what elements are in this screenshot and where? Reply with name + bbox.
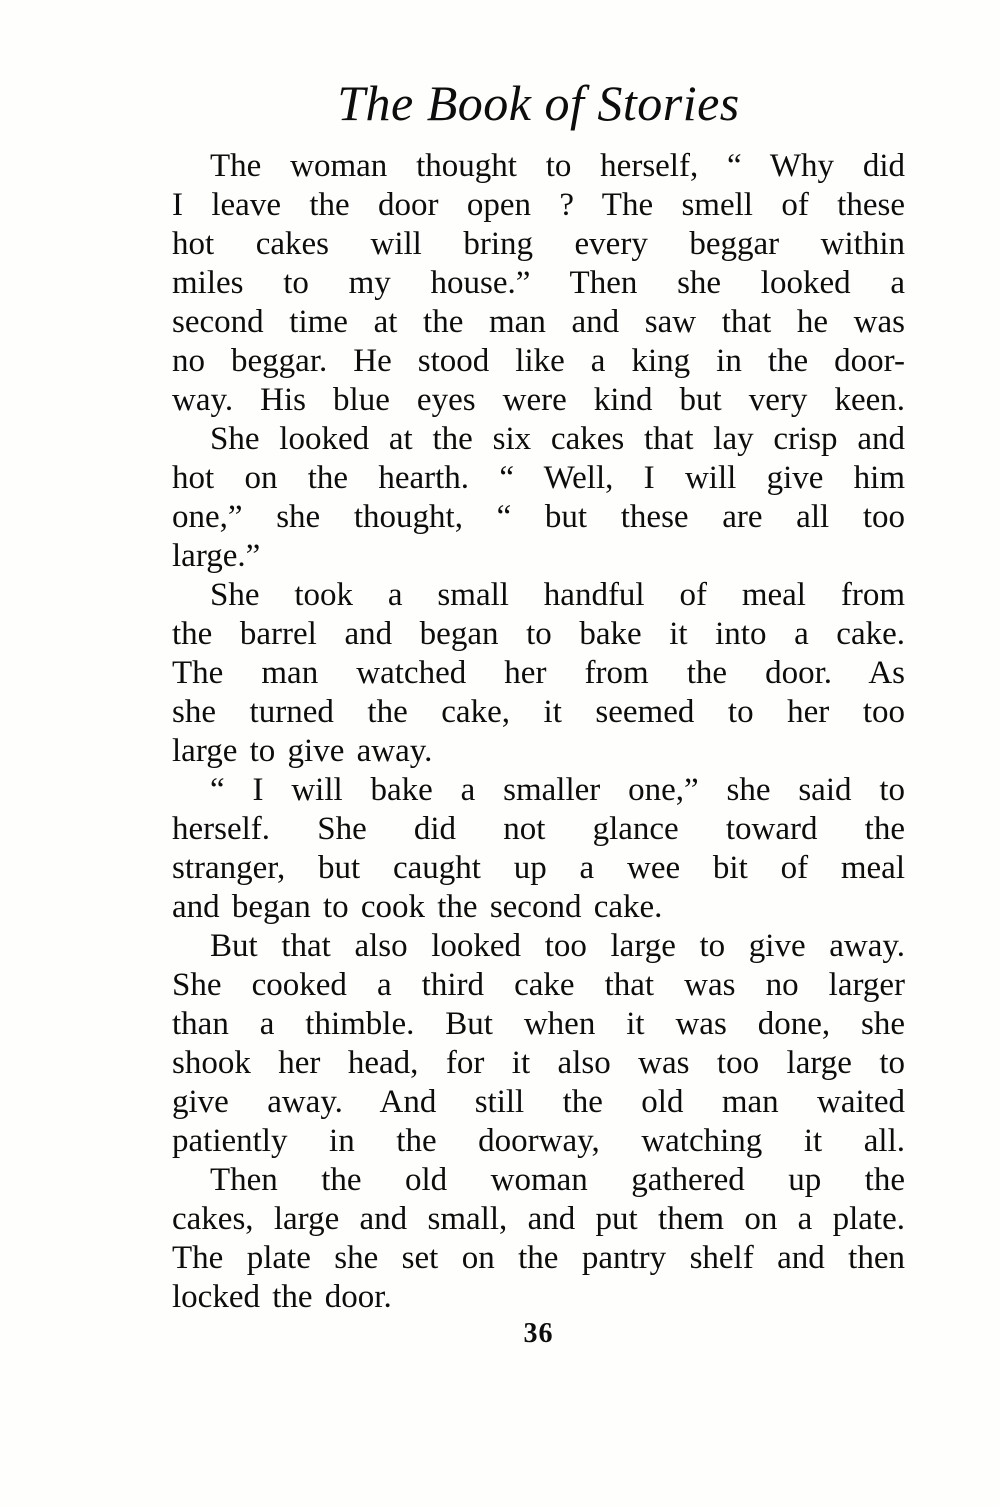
- text-line: give away. And still the old man waited: [172, 1084, 905, 1120]
- text-line: large.”: [172, 538, 261, 574]
- text-line: The man watched her from the door. As: [172, 655, 905, 691]
- text-line: hot cakes will bring every beggar within: [172, 226, 905, 262]
- text-line: But that also looked too large to give away.: [210, 928, 905, 964]
- paragraph: [172, 1161, 905, 1317]
- text-line: she turned the cake, it seemed to her too: [172, 694, 905, 730]
- text-line: cakes, large and small, and put them on a plate.: [172, 1201, 905, 1237]
- text-line: herself. She did not glance toward the: [172, 811, 905, 847]
- text-line: no beggar. He stood like a king in the door-: [172, 343, 905, 379]
- text-line: second time at the man and saw that he was: [172, 304, 905, 340]
- text-line: “ I will bake a smaller one,” she said to: [210, 772, 905, 808]
- text-line: large to give away.: [172, 733, 433, 769]
- text-line: patiently in the doorway, watching it all.: [172, 1123, 905, 1159]
- paragraph: [172, 927, 905, 1161]
- text-line: The plate she set on the pantry shelf and then: [172, 1240, 905, 1276]
- paragraph: [172, 420, 905, 576]
- text-line: Then the old woman gathered up the: [210, 1162, 905, 1198]
- text-line: She looked at the six cakes that lay crisp and: [210, 421, 905, 457]
- text-line: locked the door.: [172, 1279, 392, 1315]
- paragraph: [172, 576, 905, 771]
- text-line: one,” she thought, “ but these are all too: [172, 499, 905, 535]
- body-text: [172, 147, 905, 1317]
- text-line: than a thimble. But when it was done, she: [172, 1006, 905, 1042]
- page-number: 36: [523, 1318, 554, 1349]
- text-line: hot on the hearth. “ Well, I will give him: [172, 460, 905, 496]
- text-line: She cooked a third cake that was no larger: [172, 967, 905, 1003]
- text-line: I leave the door open ? The smell of these: [172, 187, 905, 223]
- text-line: The woman thought to herself, “ Why did: [210, 148, 905, 184]
- page-title: The Book of Stories: [337, 75, 740, 131]
- paragraph: [172, 147, 905, 420]
- text-line: stranger, but caught up a wee bit of meal: [172, 850, 905, 886]
- text-line: miles to my house.” Then she looked a: [172, 265, 905, 301]
- paragraph: [172, 771, 905, 927]
- text-line: way. His blue eyes were kind but very keen.: [172, 382, 905, 418]
- text-line: and began to cook the second cake.: [172, 889, 663, 925]
- text-line: shook her head, for it also was too large to: [172, 1045, 905, 1081]
- text-line: She took a small handful of meal from: [210, 577, 905, 613]
- text-line: the barrel and began to bake it into a cake.: [172, 616, 905, 652]
